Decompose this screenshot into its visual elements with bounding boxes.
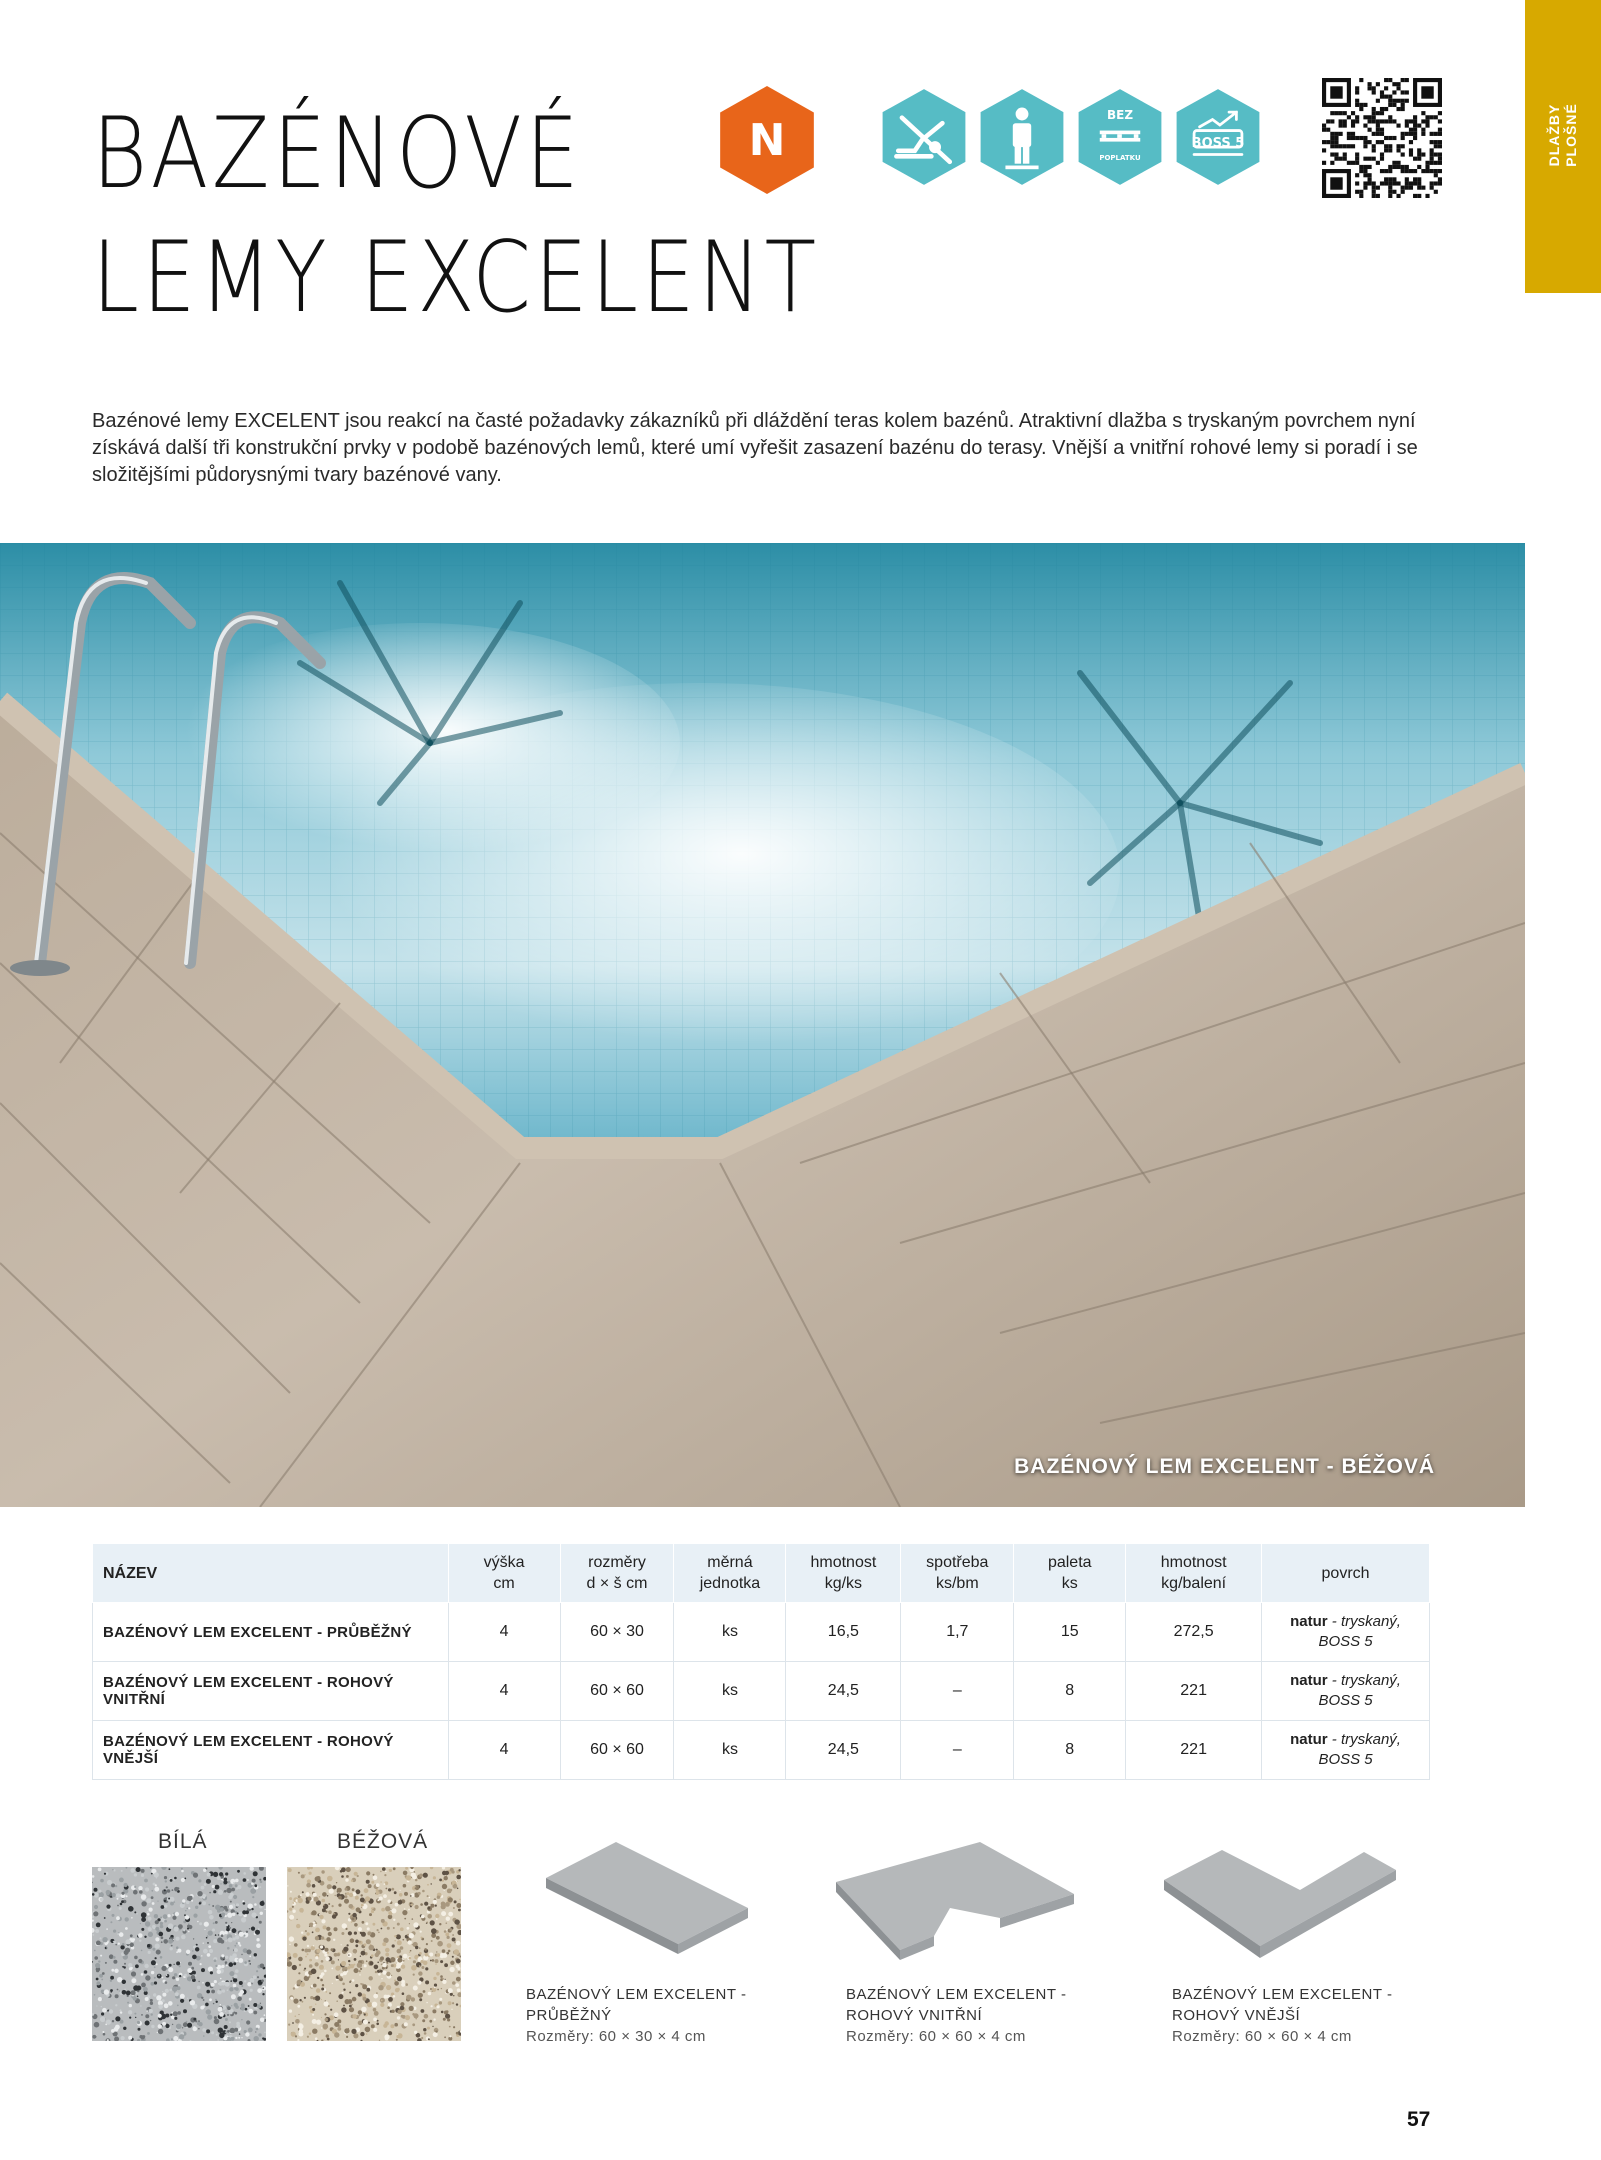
free-label-2: POPLATKU <box>1099 154 1141 162</box>
straight-coping-icon <box>536 1838 756 1958</box>
title-line-1: BAZÉNOVÉ <box>92 97 583 211</box>
table-row: BAZÉNOVÝ LEM EXCELENT - PRŮBĚŽNÝ 4 60 × 30 ks 16,5 1,7 15 272,5 natur - tryskaný, BOSS 5 <box>93 1603 1430 1662</box>
product-outer-corner-caption: BAZÉNOVÝ LEM EXCELENT - ROHOVÝ VNĚJŠÍ Rozměry: 60 × 60 × 4 cm <box>1172 1986 1393 2045</box>
swatch-white <box>92 1867 266 2041</box>
novelty-badge <box>716 84 818 196</box>
table-row: BAZÉNOVÝ LEM EXCELENT - ROHOVÝ VNITŘNÍ 4 60 × 60 ks 24,5 – 8 221 natur - tryskaný, BOSS 5 <box>93 1662 1430 1721</box>
qr-code[interactable] <box>1322 78 1442 198</box>
inner-corner-coping-icon <box>830 1838 1080 1968</box>
surface-cell: natur - tryskaný, BOSS 5 <box>1262 1721 1430 1780</box>
intro-paragraph: Bazénové lemy EXCELENT jsou reakcí na časté požadavky zákazníků při dláždění teras kolem bazénů. Atraktivní dlažba s tryskaným povrchem nyní získává další tři konstrukční prvky v podobě bazénových lemů, které umí vyřešit zasazení bazénu do terasy. Vnější a vnitřní rohové lemy si poradí i se složitějšími půdorysnými tvary bazénové vany. <box>92 410 1418 486</box>
qr-code-icon <box>1322 78 1442 198</box>
white-texture <box>92 1867 266 2041</box>
page-number: 57 <box>1407 2108 1431 2131</box>
surface-cell: natur - tryskaný, BOSS 5 <box>1262 1662 1430 1721</box>
product-inner-corner-image <box>830 1838 1080 1968</box>
swatch-beige <box>287 1867 461 2041</box>
col-height: výška cm <box>448 1544 560 1603</box>
page-title <box>92 92 820 340</box>
product-straight-caption: BAZÉNOVÝ LEM EXCELENT - PRŮBĚŽNÝ Rozměry: 60 × 30 × 4 cm <box>526 1986 747 2045</box>
spec-table <box>92 1543 1430 1780</box>
section-tab <box>1525 0 1601 293</box>
col-weight: hmotnost kg/ks <box>786 1544 901 1603</box>
col-pack-weight: hmotnost kg/balení <box>1126 1544 1262 1603</box>
beige-texture <box>287 1867 461 2041</box>
col-surface: povrch <box>1262 1544 1430 1603</box>
col-dims: rozměry d × š cm <box>560 1544 674 1603</box>
outer-corner-coping-icon <box>1160 1840 1400 1970</box>
surface-cell: natur - tryskaný, BOSS 5 <box>1262 1603 1430 1662</box>
product-outer-corner-image <box>1160 1840 1400 1970</box>
product-inner-corner-caption: BAZÉNOVÝ LEM EXCELENT - ROHOVÝ VNITŘNÍ Rozměry: 60 × 60 × 4 cm <box>846 1986 1067 2045</box>
col-usage: spotřeba ks/bm <box>901 1544 1014 1603</box>
title-line-2: LEMY EXCELENT <box>92 221 820 335</box>
free-pallet-badge <box>1074 86 1166 188</box>
product-straight-image <box>536 1838 756 1958</box>
pallet-icon <box>1074 86 1166 188</box>
free-label-1: BEZ <box>1106 108 1134 122</box>
section-tab-label: DLAŽBY PLOŠNÉ <box>1546 103 1579 167</box>
col-name: NÁZEV <box>93 1544 449 1603</box>
boss-5-badge <box>1172 86 1264 188</box>
boss-label: BOSS 5 <box>1191 136 1245 151</box>
no-snowplow-icon <box>878 86 970 188</box>
table-row: BAZÉNOVÝ LEM EXCELENT - ROHOVÝ VNĚJŠÍ 4 60 × 60 ks 24,5 – 8 221 natur - tryskaný, BOSS 5 <box>93 1721 1430 1780</box>
col-pallet: paleta ks <box>1014 1544 1126 1603</box>
novelty-letter: N <box>748 114 786 166</box>
person-icon <box>976 86 1068 188</box>
col-unit: měrná jednotka <box>674 1544 786 1603</box>
table-header-row <box>93 1544 1430 1603</box>
photo-caption: BAZÉNOVÝ LEM EXCELENT - BÉŽOVÁ <box>1014 1455 1435 1478</box>
pool-illustration <box>0 543 1525 1507</box>
pedestrian-badge <box>976 86 1068 188</box>
no-snow-plow-badge <box>878 86 970 188</box>
swatch-label-white: BÍLÁ <box>158 1830 208 1853</box>
swatch-label-beige: BÉŽOVÁ <box>337 1830 429 1853</box>
pool-photo <box>0 543 1525 1507</box>
